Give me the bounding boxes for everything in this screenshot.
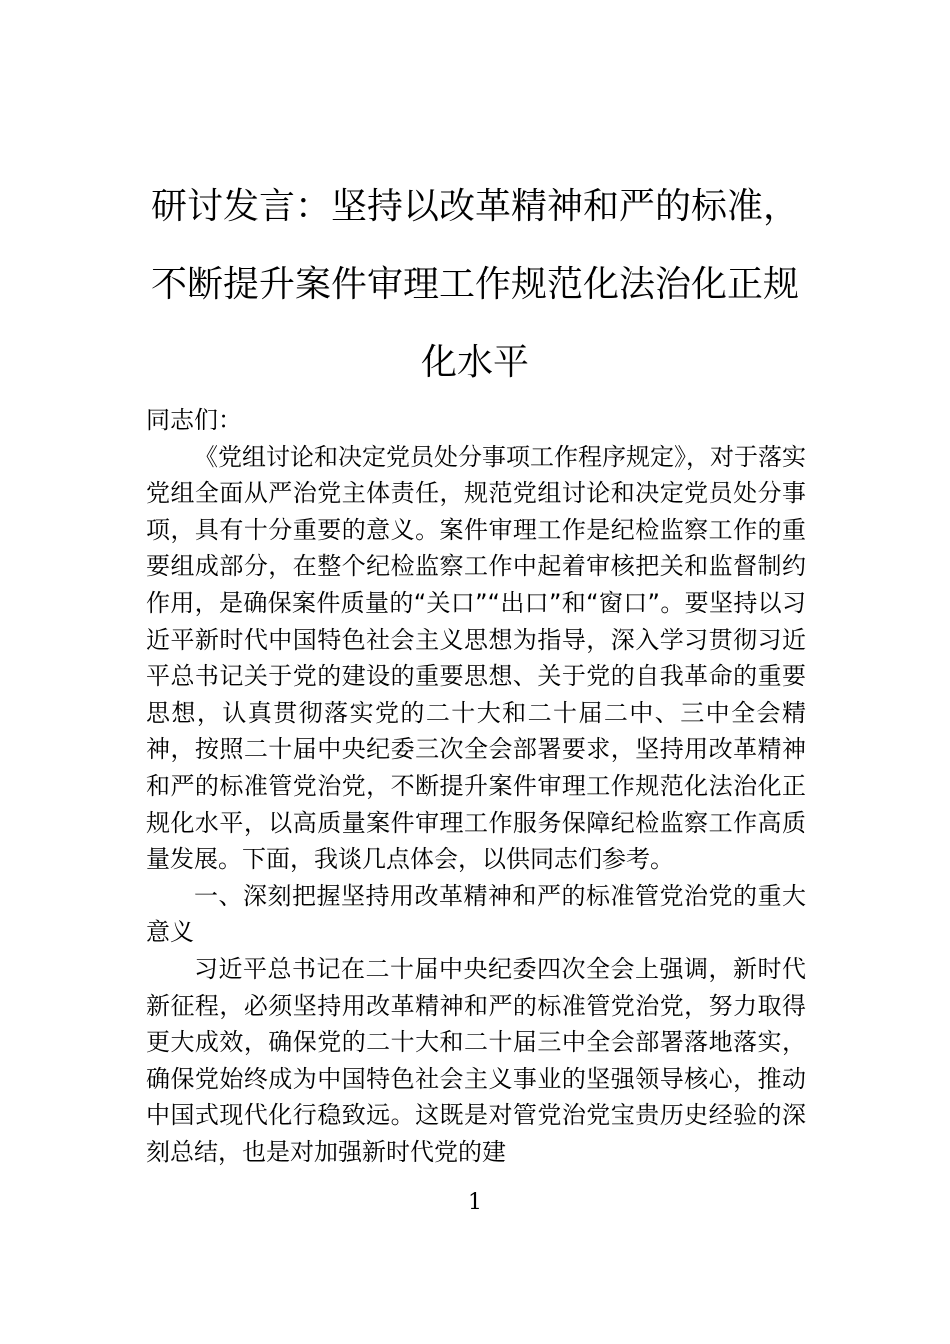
document-title — [120, 168, 830, 402]
document-body — [146, 402, 806, 1170]
title-line-3: 化水平 — [420, 342, 529, 383]
section-heading-1: 一、深刻把握坚持用改革精神和严的标准管党治党的重大意义 — [146, 881, 806, 947]
title-line-1: 研讨发言：坚持以改革精神和严的标准， — [150, 186, 799, 227]
page-number: 1 — [468, 1190, 482, 1215]
salutation: 同志们： — [146, 406, 242, 434]
paragraph-section-1: 习近平总书记在二十届中央纪委四次全会上强调，新时代新征程，必须坚持用改革精神和严的标准管党治党，努力取得更大成效，确保党的二十大和二十届三中全会部署落地落实，确保党始终成为中国特色社会主义事业的坚强领导核心，推动中国式现代化行稳致远。这既是对管党治党宝贵历史经验的深刻总结，也是对加强新时代党的建 — [146, 954, 806, 1166]
paragraph-intro: 《党组讨论和决定党员处分事项工作程序规定》，对于落实党组全面从严治党主体责任，规范党组讨论和决定党员处分事项，具有十分重要的意义。案件审理工作是纪检监察工作的重要组成部分，在整个纪检监察工作中起着审核把关和监督制约作用，是确保案件质量的“关口”“出口”和“窗口”。要坚持以习近平新时代中国特色社会主义思想为指导，深入学习贯彻习近平总书记关于党的建设的重要思想、关于党的自我革命的重要思想，认真贯彻落实党的二十大和二十届二中、三中全会精神，按照二十届中央纪委三次全会部署要求，坚持用改革精神和严的标准管党治党，不断提升案件审理工作规范化法治化正规化水平，以高质量案件审理工作服务保障纪检监察工作高质量发展。下面，我谈几点体会，以供同志们参考。 — [146, 442, 806, 874]
title-line-2: 不断提升案件审理工作规范化法治化正规 — [150, 264, 799, 305]
